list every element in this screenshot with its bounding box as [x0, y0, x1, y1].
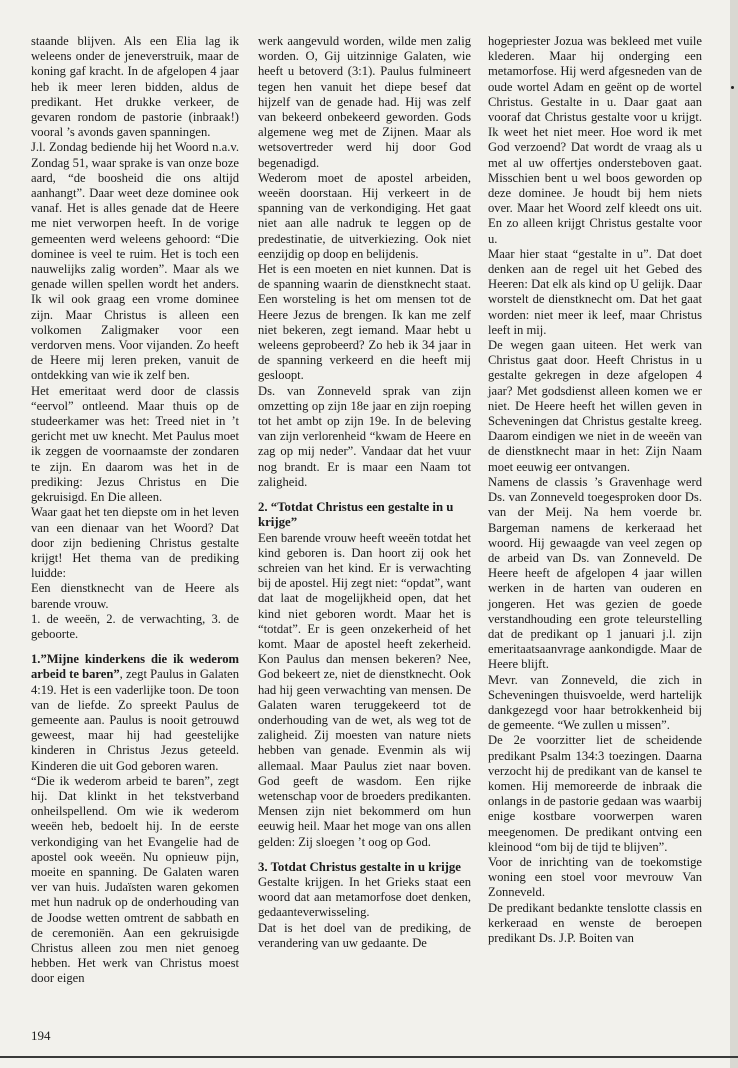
- paragraph: Mevr. van Zonneveld, die zich in Scheveningen thuisvoelde, werd hartelijk dankgezegd voor haar betrokkenheid bij de gemeente. “We zullen u missen”.: [488, 672, 702, 733]
- paragraph: hogepriester Jozua was bekleed met vuile klederen. Maar hij onderging een metamorfose. Hij werd afgesneden van de oude wortel Adam en geënt op de wortel Christus. Gestalte in u. Daar gaat aan vooraf dat Christus gestalte voor u krijgt. Ik weet het niet meer. Hoe word ik met God verzoend? Dat wordt de vraag als u met al uw offertjes ondersteboven gaat. Misschien bent u wel boos geworden op deze dominee. Je houdt bij hem niets over. Maar het Woord zelf kleedt ons uit. En zo alleen krijgt Christus gestalte voor u.: [488, 34, 702, 246]
- paragraph: J.l. Zondag bediende hij het Woord n.a.v. Zondag 51, waar sprake is van onze boze aard, “de boosheid die ons altijd aanhangt”. Daar weet deze dominee ook vanaf. Het is alles genade dat de Heere me niet verworpen heeft. In de vorige gemeenten werd weleens gehoord: “Die dominee is veel te ruim. Het is toch een nauwelijks zalig worden”. Maar als we genade willen spellen wordt het anders. Ik wil ook graag een vrome dominee zijn. Maar Christus is alleen een volkomen Zaligmaker voor een verdorven mens. Voor vijanden. Zo heeft de Heere mij leren preken, vanuit de ontdekking van wie ik zelf ben.: [31, 140, 239, 383]
- paragraph: staande blijven. Als een Elia lag ik weleens onder de jeneverstruik, maar de koning gaf kracht. In de afgelopen 4 jaar heb ik meer leren bidden, aldus de predikant. Het drukke verkeer, de gevaren rondom de pastorie (inbraak!) vooral ’s avonds gaven spanningen.: [31, 34, 239, 140]
- paragraph: De predikant bedankte tenslotte classis en kerkeraad en wenste de beroepen predikant Ds. J.P. Boiten van: [488, 900, 702, 945]
- paragraph: De 2e voorzitter liet de scheidende predikant Psalm 134:3 toezingen. Daarna verzocht hij de predikant van de kansel te komen. Hij memoreerde de inbraak die onlangs in de pastorie gedaan was waarbij enige kostbare voorwerpen waren meegenomen. De predikant ontving een kleinood “om bij de tijd te blijven”.: [488, 733, 702, 854]
- paragraph: Dat is het doel van de prediking, de verandering van uw gedaante. De: [258, 920, 471, 950]
- paragraph: Ds. van Zonneveld sprak van zijn omzetting op zijn 18e jaar en zijn roeping tot het ambt op zijn 19e. In de beleving van zijn verlorenheid “kwam de Heere en zag op mij neder”. Vandaar dat het vuur nog brandt. Er is maar een Naam tot zaligheid.: [258, 383, 471, 489]
- paragraph: Waar gaat het ten diepste om in het leven van een dienaar van het Woord? Dat door zijn bediening Christus gestalte krijgt! Het thema van de prediking luidde:: [31, 505, 239, 581]
- scan-speck: [731, 86, 734, 89]
- spacer: [258, 490, 471, 500]
- paragraph: Een dienstknecht van de Heere als barende vrouw.: [31, 581, 239, 611]
- paragraph: werk aangevuld worden, wilde men zalig worden. O, Gij uitzinnige Galaten, wie heeft u betoverd (3:1). Paulus fulmineert tegen hen vanuit het diepe besef dat hijzelf van de genade had. Hij was zelf van bekeerd onbekeerd geworden. Gods algemene weg met de Zijnen. Maar als wetsovertreder werd hij door God begenadigd.: [258, 34, 471, 170]
- spacer: [31, 642, 239, 652]
- section-3-heading: 3. Totdat Christus gestalte in u krijge: [258, 859, 461, 874]
- column-3: [488, 34, 702, 946]
- scan-edge: [730, 0, 738, 1068]
- paragraph: Wederom moet de apostel arbeiden, weeën doorstaan. Hij verkeert in de spanning van de verkondiging. Het gaat niet aan alle nadruk te leggen op de predestinatie, de uitverkiezing. Ook niet eenzijdig op doop en belijdenis.: [258, 170, 471, 261]
- paragraph: De wegen gaan uiteen. Het werk van Christus gaat door. Heeft Christus in u gestalte gekregen in deze afgelopen 4 jaar? Met godsdienst alleen komen we er niet. De Heere heeft het willen geven in Scheveningen dat Christus gestalte kreeg. Daarom eindigen we niet in de weeën van de dienstknecht maar in het: Zijn Naam moet eeuwig eer ontvangen.: [488, 338, 702, 474]
- column-1: [31, 34, 239, 987]
- page-number: 194: [31, 1028, 51, 1043]
- paragraph: Gestalte krijgen. In het Grieks staat een woord dat aan metamorfose doet denken, gedaanteverwisseling.: [258, 874, 471, 920]
- section-1-paragraph: [31, 652, 239, 774]
- section-2-heading: 2. “Totdat Christus een gestalte in u krijge”: [258, 500, 454, 530]
- paragraph: Maar hier staat “gestalte in u”. Dat doet denken aan de regel uit het Gebed des Heeren: Dat elk als kind op U gelijk. Daar worstelt de dienstknecht om. Dat het gaat worden: niet meer ik leef, maar Christus leeft in mij.: [488, 246, 702, 337]
- spacer: [258, 850, 471, 860]
- paragraph: Een barende vrouw heeft weeën totdat het kind geboren is. Dan hoort zij ook het schreien van het kind. Er is verwachting bij de apostel. Hij zegt niet: “opdat”, want dat laat de mogelijkheid open, dat het kind niet geboren wordt. Maar het is “totdat”. Er is geen onzekerheid of het komt. Maar de apostel heeft zekerheid. Kon Paulus dan mensen bekeren? Nee, God bekeert ze, niet de dienstknecht. Ook had hij geen verwachting van mensen. De Galaten waren teruggekeerd tot de onderhouding van de wet, als weg tot de zaligheid. Zij moesten van nature niets hebben van genade. Evenmin als wij allemaal. Maar Paulus ziet naar boven. God geeft de wasdom. Een rijke wetenschap voor de broeders predikanten. Mensen zijn niet bekommerd om hun eeuwig heil. Maar het moge van ons allen gelden: Zij sloegen ’t oog op God.: [258, 530, 471, 849]
- paragraph: Het emeritaat werd door de classis “eervol” ontleend. Maar thuis op de studeerkamer was het: Treed niet in ’t gericht met uw knecht. Met Paulus moet ik zeggen de voornaamste der zondaren te zijn. En daarom was het in de prediking: Jezus Christus en Die gekruisigd. En Die alleen.: [31, 383, 239, 505]
- paragraph: Voor de inrichting van de toekomstige woning een stoel voor mevrouw Van Zonneveld.: [488, 854, 702, 900]
- section-1-heading: 1.”Mijne kinderkens die ik wederom arbeid te baren”: [31, 652, 239, 682]
- paragraph: “Die ik wederom arbeid te baren”, zegt hij. Dat klinkt in het tekstverband onheilspellend. Om wie ik wederom weeën heb, bedoelt hij. In de eerste verkondiging van het Evangelie had de apostel ook weeën. Nu opnieuw pijn, moeite en spanning. De Galaten waren ver van huis. Judaïsten waren gekomen met hun nadruk op de onderhouding van de Joodse wetten omtrent de sabbath en de ceremoniën. Aan een gekruisigde Christus alleen zou men niet genoeg hebben. Het werk van Christus moest door eigen: [31, 773, 239, 986]
- paragraph: Het is een moeten en niet kunnen. Dat is de spanning waarin de dienstknecht staat. Een worsteling is het om mensen tot de Heere Jezus de brengen. Ik kan me zelf niet bekeren, zegt iemand. Maar hebt u weleens geprobeerd? Zo heb ik 34 jaar in de spanning verkeerd en die heeft mij gesloopt.: [258, 262, 471, 383]
- paragraph: Namens de classis ’s Gravenhage werd Ds. van Zonneveld toegesproken door Ds. van der Meij. Na hem voerde br. Bargeman namens de kerkeraad het woord. Hij gewaagde van veel zegen op de arbeid van Ds. van Zonneveld. De Heere heeft de afgelopen 4 jaar willen werken in de harten van ouderen en jongeren. Het was gezien de goede verstandhouding een grote teleurstelling dat de predikant op 1 januari j.l. zijn emeritaatsaanvrage aankondigde. Maar de Heere blijft.: [488, 474, 702, 672]
- column-2: [258, 34, 471, 951]
- paragraph: 1. de weeën, 2. de verwachting, 3. de geboorte.: [31, 611, 239, 641]
- bottom-rule: [0, 1056, 738, 1058]
- section-1-text: , zegt Paulus in Galaten 4:19. Het is een vaderlijke toon. De toon van de liefde. Zo spreekt Paulus de gemeente aan. Paulus is nooit getrouwd geweest, maar hij had geestelijke kinderen in Christus Jezus geteeld. Kinderen die uit God geboren waren.: [31, 667, 239, 773]
